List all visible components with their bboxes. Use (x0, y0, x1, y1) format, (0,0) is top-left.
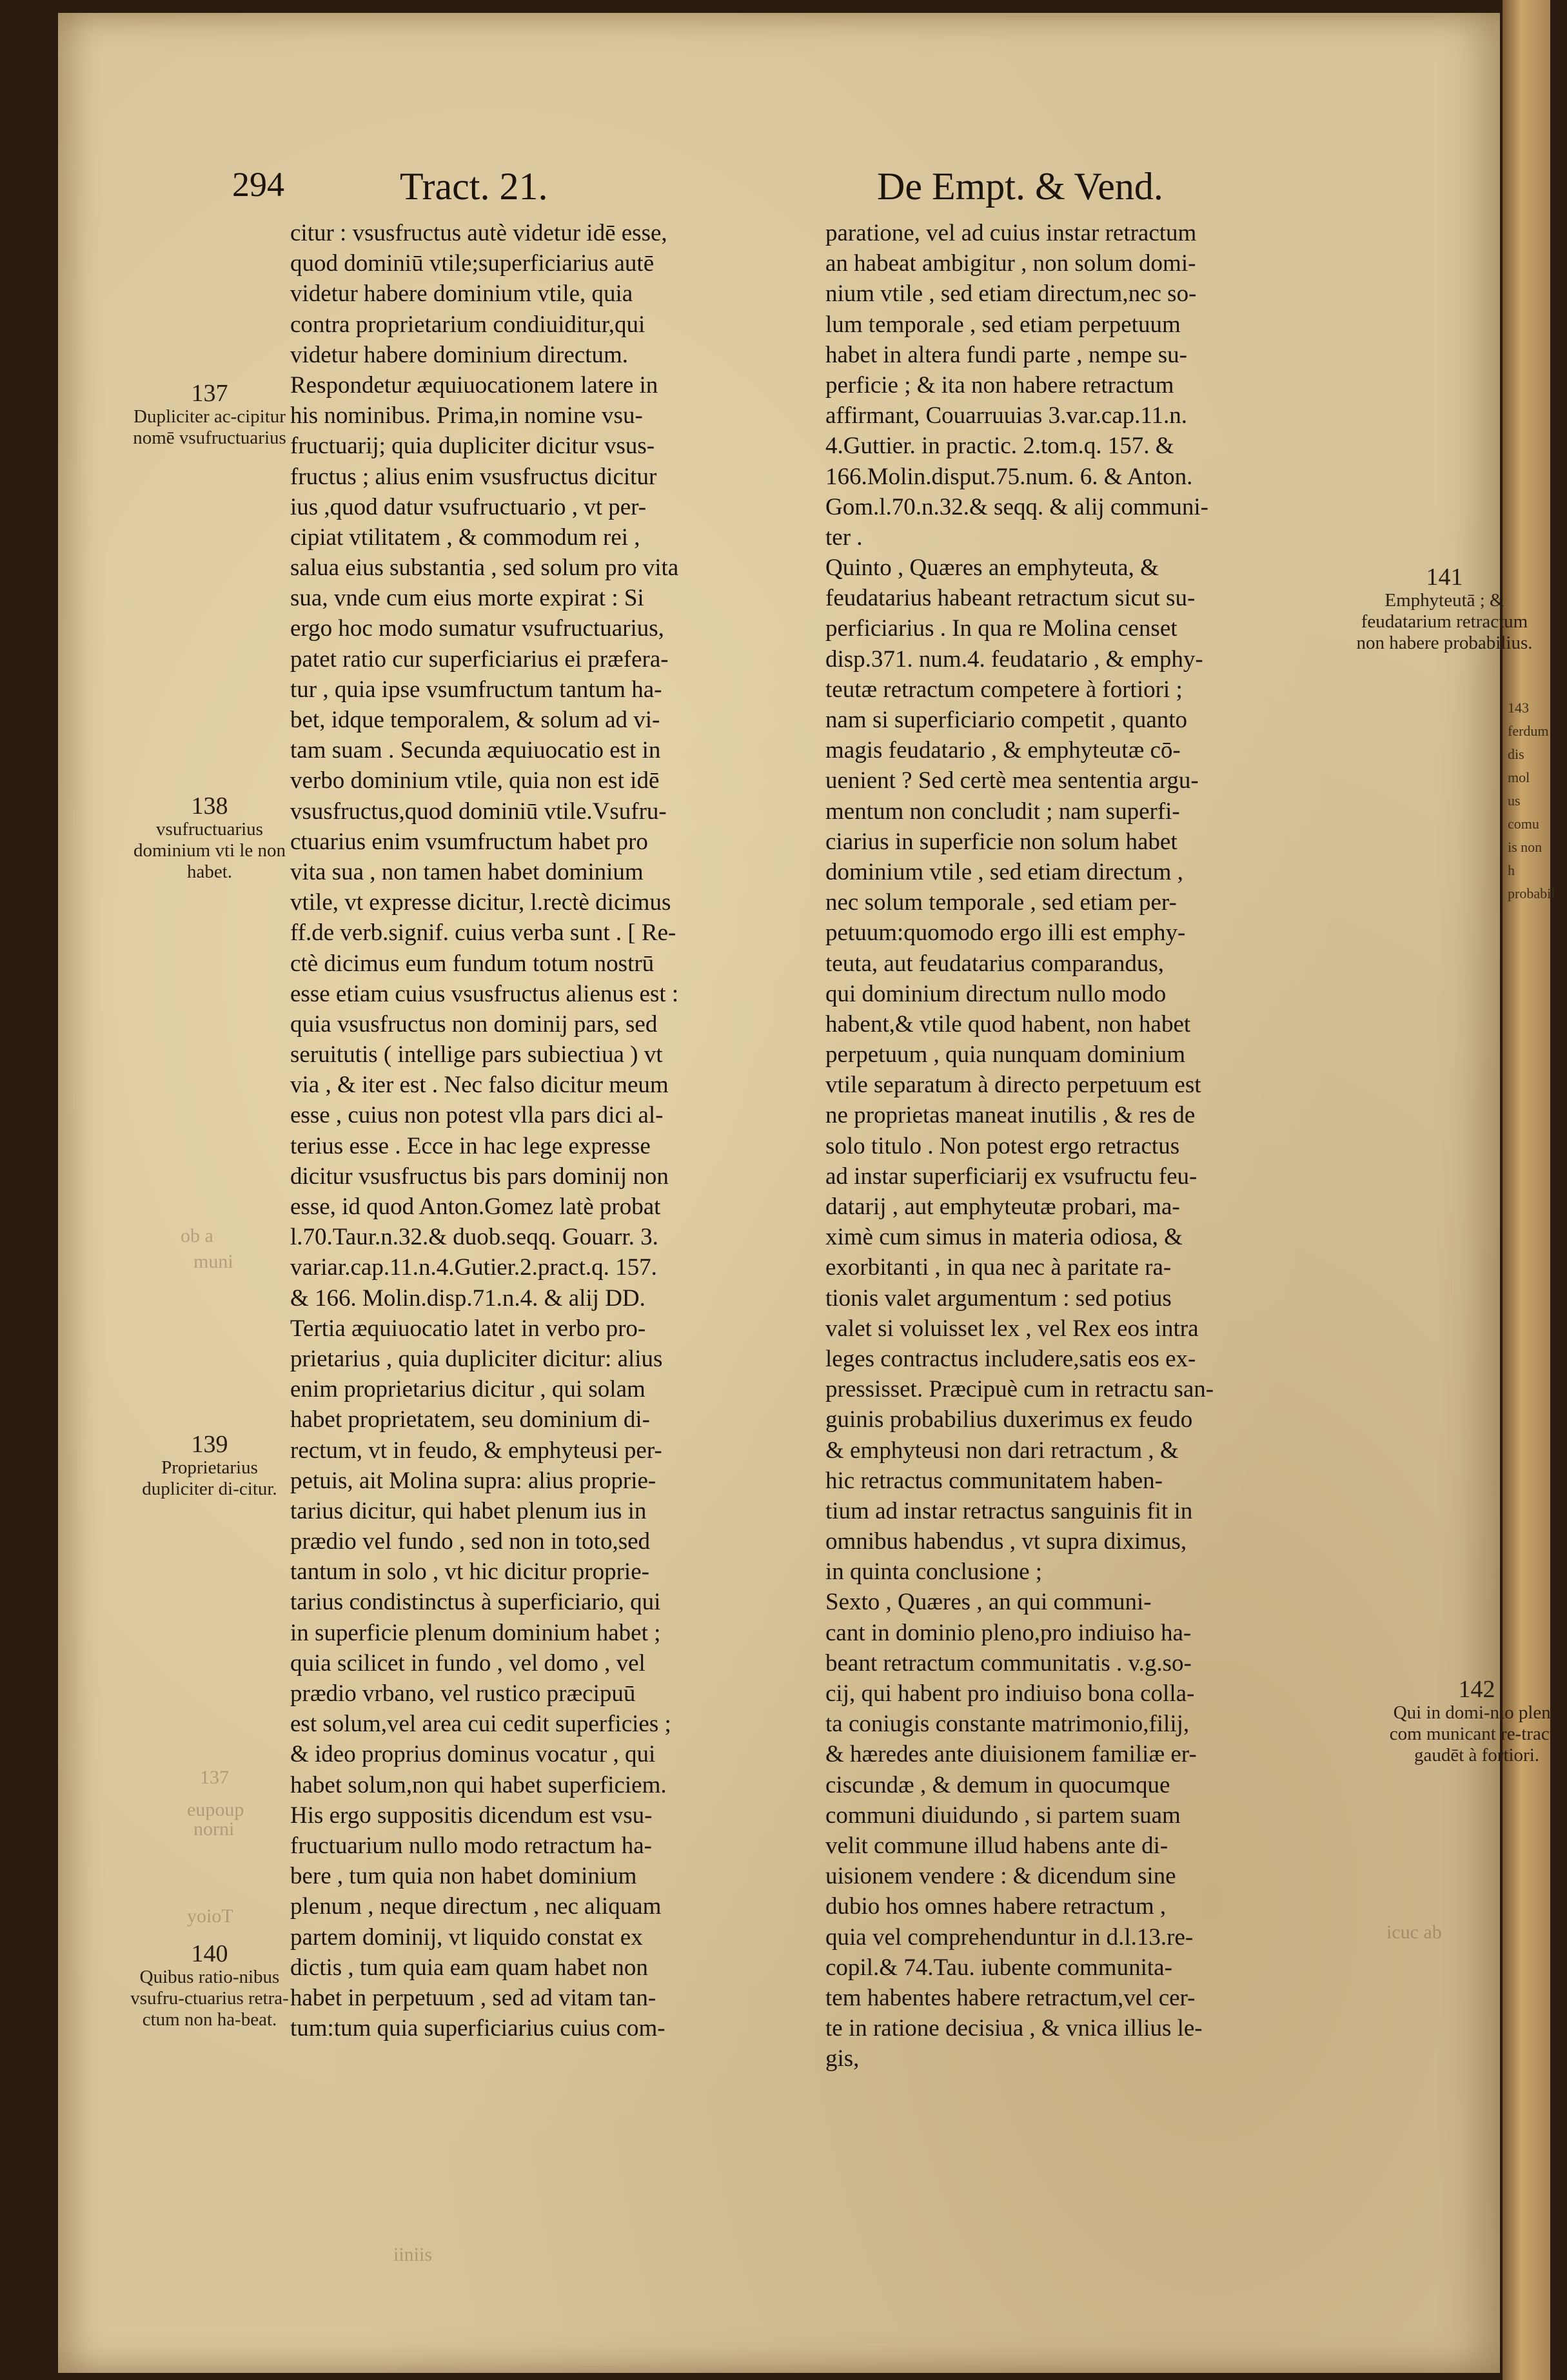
text-line: paratione, vel ad cuius instar retractum (825, 220, 1197, 246)
text-line: prædio vrbano, vel rustico præcipuū (290, 1680, 636, 1707)
text-line: uenient ? Sed certè mea sententia argu- (825, 767, 1199, 794)
marginal-note-text: Dupliciter ac-cipitur nomē vsufructuarius (133, 406, 286, 448)
text-line: cipiat vtilitatem , & commodum rei , (290, 524, 640, 551)
text-line: prietarius , quia dupliciter dicitur: alius (290, 1345, 663, 1372)
facing-page-fragment: ferdum (1508, 723, 1549, 739)
text-line: feudatarius habeant retractum sicut su- (825, 585, 1196, 612)
text-line: affirmant, Couarruuias 3.var.cap.11.n. (825, 402, 1187, 429)
text-line: mentum non concludit ; nam superfi- (825, 798, 1180, 825)
show-through-text: iiniis (393, 2244, 433, 2265)
text-line: cij, qui habent pro indiuiso bona colla- (825, 1680, 1195, 1707)
text-line: habet proprietatem, seu dominium di- (290, 1406, 650, 1433)
marginal-note-141 (1348, 564, 1541, 654)
text-line: dubio hos omnes habere retractum , (825, 1893, 1167, 1920)
text-line: his nominibus. Prima,in nomine vsu- (290, 402, 643, 429)
text-line: tionis valet argumentum : sed potius (825, 1284, 1172, 1312)
text-line: bet, idque temporalem, & solum ad vi- (290, 707, 660, 733)
text-line: an habeat ambigitur , non solum domi- (825, 250, 1196, 277)
text-line: fructuarij; quia dupliciter dicitur vsus- (290, 433, 655, 460)
page-header (232, 164, 1425, 216)
show-through-text: icuc ab (1386, 1922, 1442, 1943)
text-line: esse etiam cuius vsusfructus alienus est : (290, 980, 679, 1007)
text-line: perpetuum , quia nunquam dominium (825, 1041, 1185, 1068)
text-line: 166.Molin.disput.75.num. 6. & Anton. (825, 463, 1193, 490)
marginal-note-number: 142 (1458, 1676, 1495, 1703)
text-line: datarij , aut emphyteutæ probari, ma- (825, 1194, 1180, 1220)
facing-page-edge (1508, 696, 1555, 903)
text-line: sua, vnde cum eius morte expirat : Si (290, 585, 644, 612)
marginal-note-number: 141 (1426, 564, 1463, 591)
text-line: quod dominiū vtile;superficiarius autē (290, 250, 655, 277)
text-line: & 166. Molin.disp.71.n.4. & alij DD. (290, 1284, 646, 1312)
show-through-text: norni (193, 1818, 235, 1840)
marginal-note-text: vsufructuarius dominium vti le non habet. (133, 819, 286, 882)
text-line: exorbitanti , in qua nec à paritate ra- (825, 1254, 1172, 1281)
text-line: ximè cum simus in materia odiosa, & (825, 1224, 1183, 1251)
text-line: vsusfructus,quod dominiū vtile.Vsufru- (290, 798, 667, 825)
text-line: enim proprietarius dicitur , qui solam (290, 1376, 646, 1403)
text-column-right (825, 218, 1341, 2074)
text-line: omnibus habendus , vt supra diximus, (825, 1528, 1187, 1555)
text-line: solo titulo . Non potest ergo retractus (825, 1132, 1180, 1159)
text-line: gis, (825, 2045, 860, 2072)
text-line: ff.de verb.signif. cuius verba sunt . [ Re- (290, 920, 676, 947)
text-line: fructus ; alius enim vsusfructus dicitur (290, 463, 657, 490)
text-line: ergo hoc modo sumatur vsufructuarius, (290, 615, 664, 642)
text-line: habent,& vtile quod habent, non habet (825, 1010, 1191, 1038)
text-line: Respondetur æquiuocationem latere in (290, 371, 658, 398)
text-line: vtile separatum à directo perpetuum est (825, 1072, 1201, 1099)
text-line: ad instar superficiarij ex vsufructu feu- (825, 1163, 1197, 1190)
page-number: 294 (232, 165, 284, 204)
facing-page-fragment: dis mol (1508, 746, 1530, 785)
text-line: quia vel comprehenduntur in d.l.13.re- (825, 1923, 1194, 1951)
text-line: quia scilicet in fundo , vel domo , vel (290, 1649, 646, 1677)
text-line: plenum , neque directum , nec aliquam (290, 1893, 662, 1920)
text-line: videtur habere dominium vtile, quia (290, 280, 633, 308)
text-line: ciarius in superficie non solum habet (825, 828, 1178, 855)
show-through-text: muni (193, 1251, 233, 1272)
text-line: esse , cuius non potest vlla pars dici al- (290, 1102, 664, 1129)
text-line: variar.cap.11.n.4.Gutier.2.pract.q. 157. (290, 1254, 657, 1281)
text-line: est solum,vel area cui cedit superficies ; (290, 1711, 671, 1738)
text-line: rectum, vt in feudo, & emphyteusi per- (290, 1437, 662, 1464)
text-line: ta coniugis constante matrimonio,filij, (825, 1711, 1190, 1738)
text-line: salua eius substantia , sed solum pro vita (290, 555, 679, 582)
marginal-note-number: 137 (191, 380, 228, 407)
facing-page-fragment: 143 (1508, 700, 1529, 716)
text-line: uisionem vendere : & dicendum sine (825, 1863, 1176, 1890)
marginal-note-number: 138 (191, 792, 228, 820)
text-line: petuis, ait Molina supra: alius proprie- (290, 1467, 656, 1494)
text-line: petuum:quomodo ergo illi est emphy- (825, 920, 1186, 947)
text-line: dominium vtile , sed etiam directum , (825, 858, 1183, 885)
running-head-right: De Empt. & Vend. (877, 165, 1163, 208)
facing-page-fragment: us comu (1508, 792, 1539, 832)
text-line: vita sua , non tamen habet dominium (290, 858, 644, 885)
marginal-note-text: Proprietarius dupliciter di-citur. (142, 1457, 277, 1499)
text-line: patet ratio cur superficiarius ei præfera- (290, 645, 669, 673)
show-through-text: yoioT (187, 1905, 233, 1927)
marginal-note-142 (1386, 1677, 1567, 1766)
text-line: teutæ retractum competere à fortiori ; (825, 676, 1183, 703)
text-line: disp.371. num.4. feudatario , & emphy- (825, 645, 1203, 673)
text-line: lum temporale , sed etiam perpetuum (825, 311, 1181, 338)
text-line: magis feudatario , & emphyteutæ cō- (825, 737, 1181, 764)
text-line: verbo dominium vtile, quia non est idē (290, 767, 660, 794)
marginal-note-text: Qui in domi-nio pleno com municant re-tractu gaudēt à fortiori. (1389, 1702, 1564, 1765)
text-line: Sexto , Quæres , an qui communi- (825, 1589, 1152, 1616)
text-line: partem dominij, vt liquido constat ex (290, 1923, 643, 1951)
text-line: copil.& 74.Tau. iubente communita- (825, 1954, 1172, 1981)
marginal-note-140 (129, 1941, 290, 2031)
text-line: guinis probabilius duxerimus ex feudo (825, 1406, 1193, 1433)
text-line: nam si superficiario competit , quanto (825, 707, 1188, 733)
book-gutter (1503, 0, 1555, 2380)
marginal-note-number: 140 (191, 1940, 228, 1967)
text-line: ciscundæ , & demum in quocumque (825, 1771, 1170, 1798)
text-line: beant retractum communitatis . v.g.so- (825, 1649, 1192, 1677)
text-line: communi diuidundo , si partem suam (825, 1802, 1181, 1829)
text-line: te in ratione decisiua , & vnica illius le- (825, 2015, 1203, 2042)
text-line: vtile, vt expresse dicitur, l.rectè dicimus (290, 889, 671, 916)
text-line: ctè dicimus eum fundum totum nostrū (290, 950, 655, 977)
text-line: esse, id quod Anton.Gomez latè probat (290, 1194, 661, 1220)
text-line: Gom.l.70.n.32.& seqq. & alij communi- (825, 493, 1209, 520)
text-line: citur : vsusfructus autè videtur idē esse, (290, 220, 667, 246)
text-line: velit commune illud habens ante di- (825, 1832, 1168, 1859)
text-line: pressisset. Præcipuè cum in retractu san- (825, 1376, 1214, 1403)
marginal-note-text: Emphyteutā ; & feudatarium retractum non habere probabilius. (1356, 590, 1533, 653)
text-line: tam suam . Secunda æquiuocatio est in (290, 737, 661, 764)
text-line: tantum in solo , vt hic dicitur proprie- (290, 1559, 649, 1586)
text-line: seruitutis ( intellige pars subiectiua ) vt (290, 1041, 663, 1068)
marginal-note-137 (129, 380, 290, 449)
text-line: 4.Guttier. in practic. 2.tom.q. 157. & (825, 433, 1174, 460)
text-line: quia vsusfructus non dominij pars, sed (290, 1010, 658, 1038)
text-line: qui dominium directum nullo modo (825, 980, 1167, 1007)
text-line: cant in dominio pleno,pro indiuiso ha- (825, 1619, 1192, 1646)
text-line: prædio vel fundo , sed non in toto,sed (290, 1528, 651, 1555)
text-line: habet in altera fundi parte , nempe su- (825, 341, 1187, 368)
text-line: tium ad instar retractus sanguinis fit in (825, 1497, 1193, 1524)
marginal-note-138 (129, 793, 290, 883)
text-line: habet in perpetuum , sed ad vitam tan- (290, 1984, 656, 2011)
show-through-text: 137 (200, 1767, 229, 1788)
text-line: tur , quia ipse vsumfructum tantum ha- (290, 676, 662, 703)
text-line: perficiarius . In qua re Molina censet (825, 615, 1178, 642)
show-through-text: eupoup (187, 1799, 244, 1820)
text-line: ius ,quod datur vsufructuario , vt per- (290, 493, 647, 520)
marginal-note-number: 139 (191, 1431, 228, 1458)
text-line: leges contractus includere,satis eos ex- (825, 1345, 1196, 1372)
marginal-note-139 (129, 1431, 290, 1500)
running-head-left: Tract. 21. (400, 165, 548, 208)
text-line: nec solum temporale , sed etiam per- (825, 889, 1177, 916)
text-line: videtur habere dominium directum. (290, 341, 629, 368)
text-line: ne proprietas maneat inutilis , & res de (825, 1102, 1196, 1129)
show-through-text: ob a (181, 1225, 213, 1246)
facing-page-fragment: is non h (1508, 839, 1542, 878)
text-line: teuta, aut feudatarius comparandus, (825, 950, 1164, 977)
text-line: in superficie plenum dominium habet ; (290, 1619, 661, 1646)
text-line: via , & iter est . Nec falso dicitur meum (290, 1072, 669, 1099)
text-line: nium vtile , sed etiam directum,nec so- (825, 280, 1197, 308)
text-column-left (290, 218, 800, 2043)
text-line: habet solum,non qui habet superficiem. (290, 1771, 667, 1798)
text-line: dicitur vsusfructus bis pars dominij non (290, 1163, 669, 1190)
text-line: tarius condistinctus à superficiario, qui (290, 1589, 661, 1616)
text-line: ctuarius enim vsumfructum habet pro (290, 828, 648, 855)
text-line: l.70.Taur.n.32.& duob.seqq. Gouarr. 3. (290, 1224, 658, 1251)
text-line: hic retractus communitatem haben- (825, 1467, 1163, 1494)
text-line: & emphyteusi non dari retractum , & (825, 1437, 1179, 1464)
text-line: dictis , tum quia eam quam habet non (290, 1954, 648, 1981)
text-line: & ideo proprius dominus vocatur , qui (290, 1741, 656, 1768)
text-line: Quinto , Quæres an emphyteuta, & (825, 555, 1159, 582)
text-line: Tertia æquiuocatio latet in verbo pro- (290, 1315, 646, 1342)
text-line: tem habentes habere retractum,vel cer- (825, 1984, 1196, 2011)
text-line: His ergo suppositis dicendum est vsu- (290, 1802, 653, 1829)
text-line: in quinta conclusione ; (825, 1559, 1043, 1586)
marginal-note-text: Quibus ratio-nibus vsufru-ctuarius retra-ctum non ha-beat. (130, 1967, 289, 2030)
text-line: bere , tum quia non habet dominium (290, 1863, 637, 1890)
text-line: tarius dicitur, qui habet plenum ius in (290, 1497, 647, 1524)
text-line: perficie ; & ita non habere retractum (825, 371, 1174, 398)
text-line: valet si voluisset lex , vel Rex eos intra (825, 1315, 1199, 1342)
text-line: tum:tum quia superficiarius cuius com- (290, 2015, 665, 2042)
text-line: ter . (825, 524, 863, 551)
facing-page-fragment: probabil (1508, 885, 1555, 901)
text-line: terius esse . Ecce in hac lege expresse (290, 1132, 651, 1159)
text-line: contra proprietarium condiuiditur,qui (290, 311, 646, 338)
text-line: fructuarium nullo modo retractum ha- (290, 1832, 652, 1859)
text-line: & hæredes ante diuisionem familiæ er- (825, 1741, 1197, 1768)
